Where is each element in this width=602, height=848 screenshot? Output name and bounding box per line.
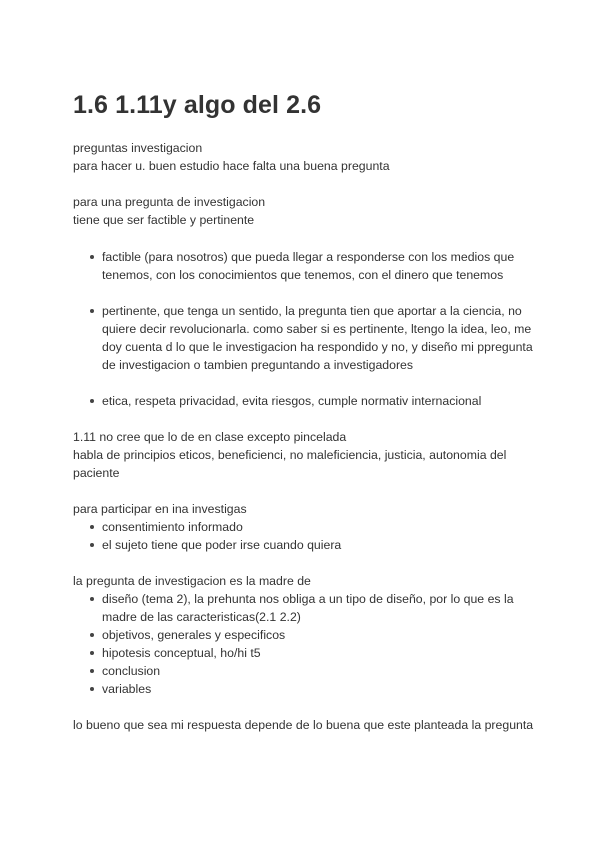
text-line: tiene que ser factible y pertinente <box>73 213 255 227</box>
spacer <box>73 554 543 572</box>
list-item: factible (para nosotros) que pueda llegar a responderse con los medios que tenemos, con los conocimientos que tenemos, con el dinero que tenemos <box>73 248 543 284</box>
page-title: 1.6 1.11y algo del 2.6 <box>73 91 322 119</box>
text-line: para hacer u. buen estudio hace falta una buena pregunta <box>73 159 390 173</box>
text-line: lo bueno que sea mi respuesta depende de lo buena que este planteada la pregunta <box>73 718 534 732</box>
text-line: la pregunta de investigacion es la madre de <box>73 574 311 588</box>
text-line: 1.11 no cree que lo de en clase excepto pincelada <box>73 430 347 444</box>
text-line: habla de principios eticos, beneficienci, no maleficiencia, justicia, autonomia del paciente <box>73 448 507 480</box>
note-page <box>73 90 543 734</box>
text-line: para una pregunta de investigacion <box>73 195 266 209</box>
list-item: hipotesis conceptual, ho/hi t5 <box>73 644 543 662</box>
spacer <box>73 482 543 500</box>
spacer <box>73 175 543 193</box>
spacer <box>73 410 543 428</box>
list-item: objetivos, generales y especificos <box>73 626 543 644</box>
list-item: pertinente, que tenga un sentido, la pregunta tien que aportar a la ciencia, no quiere decir revolucionarla. como saber si es pertinente, ltengo la idea, leo, me doy cuenta d lo que le investigacion ha respondido y no, y diseño mi ppregunta de investigacion o tambien preguntando a investigadores <box>73 302 543 374</box>
derived-list <box>73 590 543 698</box>
spacer <box>73 698 543 716</box>
list-item: diseño (tema 2), la prehunta nos obliga a un tipo de diseño, por lo que es la madre de las caracteristicas(2.1 2.2) <box>73 590 543 626</box>
criteria-list <box>73 248 543 410</box>
list-item: el sujeto tiene que poder irse cuando quiera <box>73 536 543 554</box>
text-line: preguntas investigacion <box>73 141 203 155</box>
list-item: conclusion <box>73 662 543 680</box>
list-item: variables <box>73 680 543 698</box>
list-item: etica, respeta privacidad, evita riesgos, cumple normativ internacional <box>73 392 543 410</box>
list-item: consentimiento informado <box>73 518 543 536</box>
text-line: para participar en ina investigas <box>73 502 247 516</box>
participation-list <box>73 518 543 554</box>
